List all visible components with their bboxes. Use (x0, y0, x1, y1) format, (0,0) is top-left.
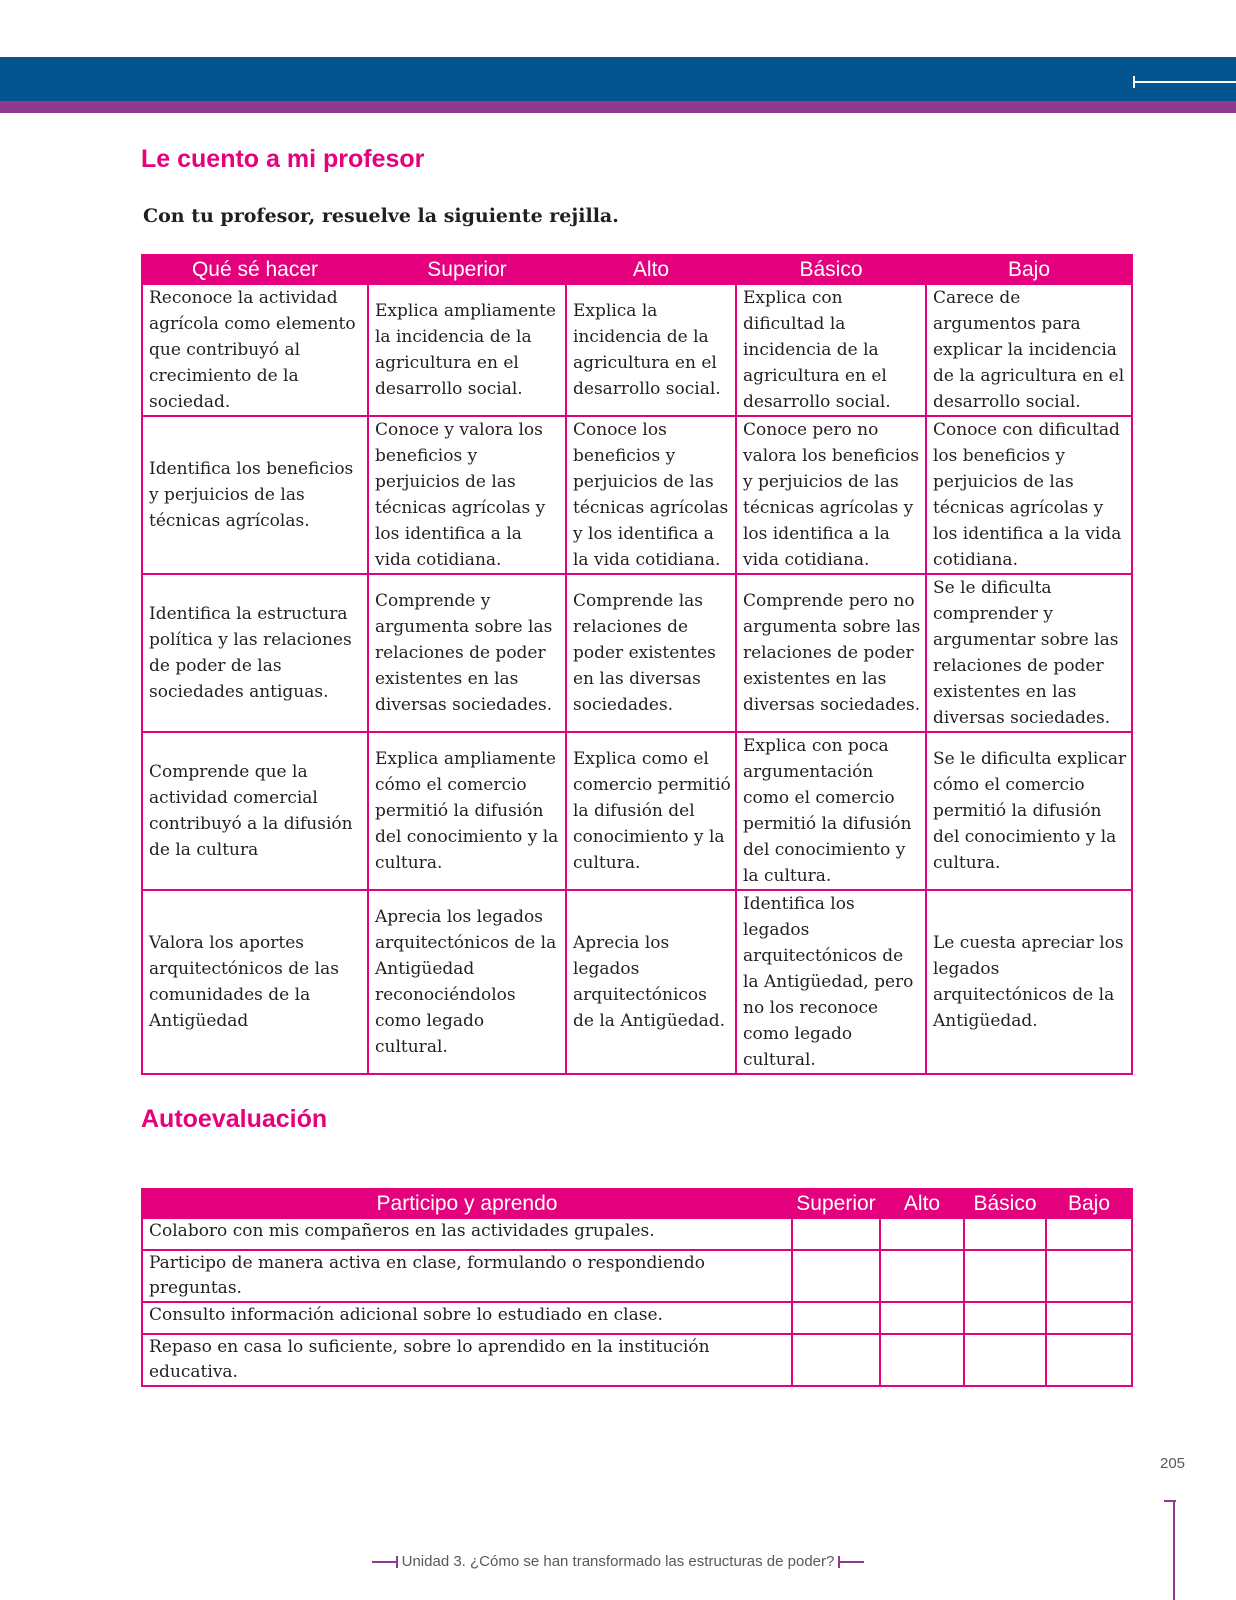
table-row (142, 1302, 1132, 1334)
header-band (0, 57, 1236, 101)
selfeval-check-superior[interactable] (792, 1334, 880, 1386)
header-line-tick (1133, 76, 1135, 88)
rubric-cell: Explica con poca argumentación como el comercio permitió la difusión del conocimiento y la cultura. (736, 732, 926, 890)
table-row (142, 284, 1132, 416)
rubric-cell: Se le dificulta comprender y argumentar sobre las relaciones de poder existentes en las diversas sociedades. (926, 574, 1132, 732)
rubric-header-basico: Básico (736, 255, 926, 284)
rubric-cell: Aprecia los legados arquitectónicos de la Antigüedad. (566, 890, 736, 1074)
rubric-criterion: Reconoce la actividad agrícola como elemento que contribuyó al crecimiento de la sociedad. (142, 284, 368, 416)
table-row (142, 416, 1132, 574)
rubric-criterion: Identifica los beneficios y perjuicios de las técnicas agrícolas. (142, 416, 368, 574)
rubric-header-que-se-hacer: Qué sé hacer (142, 255, 368, 284)
selfeval-statement: Consulto información adicional sobre lo estudiado en clase. (142, 1302, 792, 1334)
selfeval-statement: Colaboro con mis compañeros en las actividades grupales. (142, 1218, 792, 1250)
table-row (142, 1218, 1132, 1250)
selfeval-check-bajo[interactable] (1046, 1218, 1132, 1250)
rubric-cell: Conoce con dificultad los beneficios y perjuicios de las técnicas agrícolas y los identifica a la vida cotidiana. (926, 416, 1132, 574)
rubric-criterion: Valora los aportes arquitectónicos de las comunidades de la Antigüedad (142, 890, 368, 1074)
selfeval-check-bajo[interactable] (1046, 1250, 1132, 1302)
rubric-cell: Le cuesta apreciar los legados arquitectónicos de la Antigüedad. (926, 890, 1132, 1074)
rubric-header-superior: Superior (368, 255, 566, 284)
rubric-criterion: Identifica la estructura política y las relaciones de poder de las sociedades antiguas. (142, 574, 368, 732)
selfeval-check-superior[interactable] (792, 1218, 880, 1250)
header-line (1133, 81, 1236, 83)
rubric-cell: Comprende las relaciones de poder existentes en las diversas sociedades. (566, 574, 736, 732)
selfeval-check-basico[interactable] (964, 1302, 1046, 1334)
instruction-text: Con tu profesor, resuelve la siguiente rejilla. (143, 205, 619, 227)
rubric-cell: Comprende pero no argumenta sobre las relaciones de poder existentes en las diversas sociedades. (736, 574, 926, 732)
selfeval-check-basico[interactable] (964, 1218, 1046, 1250)
rubric-cell: Explica con dificultad la incidencia de la agricultura en el desarrollo social. (736, 284, 926, 416)
rubric-criterion: Comprende que la actividad comercial contribuyó a la difusión de la cultura (142, 732, 368, 890)
table-row (142, 574, 1132, 732)
selfeval-header-basico: Básico (964, 1189, 1046, 1218)
selfeval-check-superior[interactable] (792, 1250, 880, 1302)
selfeval-header-alto: Alto (880, 1189, 964, 1218)
rubric-header-alto: Alto (566, 255, 736, 284)
selfeval-check-basico[interactable] (964, 1334, 1046, 1386)
rubric-cell: Se le dificulta explicar cómo el comercio permitió la difusión del conocimiento y la cultura. (926, 732, 1132, 890)
table-row (142, 1334, 1132, 1386)
rubric-cell: Explica ampliamente cómo el comercio permitió la difusión del conocimiento y la cultura. (368, 732, 566, 890)
selfeval-header-superior: Superior (792, 1189, 880, 1218)
selfeval-check-bajo[interactable] (1046, 1302, 1132, 1334)
table-row (142, 890, 1132, 1074)
rubric-header-bajo: Bajo (926, 255, 1132, 284)
header-accent-band (0, 101, 1236, 113)
rubric-cell: Comprende y argumenta sobre las relaciones de poder existentes en las diversas sociedades. (368, 574, 566, 732)
table-row (142, 1250, 1132, 1302)
selfeval-check-superior[interactable] (792, 1302, 880, 1334)
section-title-le-cuento: Le cuento a mi profesor (141, 145, 425, 173)
selfeval-check-bajo[interactable] (1046, 1334, 1132, 1386)
selfeval-check-alto[interactable] (880, 1334, 964, 1386)
rubric-cell: Explica ampliamente la incidencia de la agricultura en el desarrollo social. (368, 284, 566, 416)
selfeval-check-alto[interactable] (880, 1302, 964, 1334)
section-title-autoevaluacion: Autoevaluación (141, 1105, 328, 1133)
selfeval-check-alto[interactable] (880, 1218, 964, 1250)
table-row (142, 732, 1132, 890)
rubric-cell: Explica la incidencia de la agricultura en el desarrollo social. (566, 284, 736, 416)
footer-bar-left (372, 1561, 398, 1563)
footer-text: Unidad 3. ¿Cómo se han transformado las estructuras de poder? (401, 1553, 835, 1570)
rubric-table (141, 254, 1133, 1075)
rubric-header-row (142, 255, 1132, 284)
self-evaluation-header-row (142, 1189, 1132, 1218)
rubric-cell: Explica como el comercio permitió la difusión del conocimiento y la cultura. (566, 732, 736, 890)
selfeval-header-bajo: Bajo (1046, 1189, 1132, 1218)
selfeval-statement: Participo de manera activa en clase, formulando o respondiendo preguntas. (142, 1250, 792, 1302)
rubric-cell: Conoce y valora los beneficios y perjuicios de las técnicas agrícolas y los identifica a la vida cotidiana. (368, 416, 566, 574)
rubric-cell: Identifica los legados arquitectónicos de la Antigüedad, pero no los reconoce como legado cultural. (736, 890, 926, 1074)
rubric-cell: Carece de argumentos para explicar la incidencia de la agricultura en el desarrollo social. (926, 284, 1132, 416)
footer-bar-right (838, 1561, 864, 1563)
self-evaluation-table (141, 1188, 1133, 1387)
footer (0, 1553, 1236, 1570)
rubric-cell: Conoce los beneficios y perjuicios de las técnicas agrícolas y los identifica a la vida cotidiana. (566, 416, 736, 574)
selfeval-statement: Repaso en casa lo suficiente, sobre lo aprendido en la institución educativa. (142, 1334, 792, 1386)
page-number: 205 (1160, 1455, 1186, 1472)
rubric-cell: Conoce pero no valora los beneficios y perjuicios de las técnicas agrícolas y los identifica a la vida cotidiana. (736, 416, 926, 574)
selfeval-header-participo: Participo y aprendo (142, 1189, 792, 1218)
selfeval-check-alto[interactable] (880, 1250, 964, 1302)
page-marker-line (1173, 1500, 1175, 1600)
selfeval-check-basico[interactable] (964, 1250, 1046, 1302)
rubric-cell: Aprecia los legados arquitectónicos de la Antigüedad reconociéndolos como legado cultural. (368, 890, 566, 1074)
